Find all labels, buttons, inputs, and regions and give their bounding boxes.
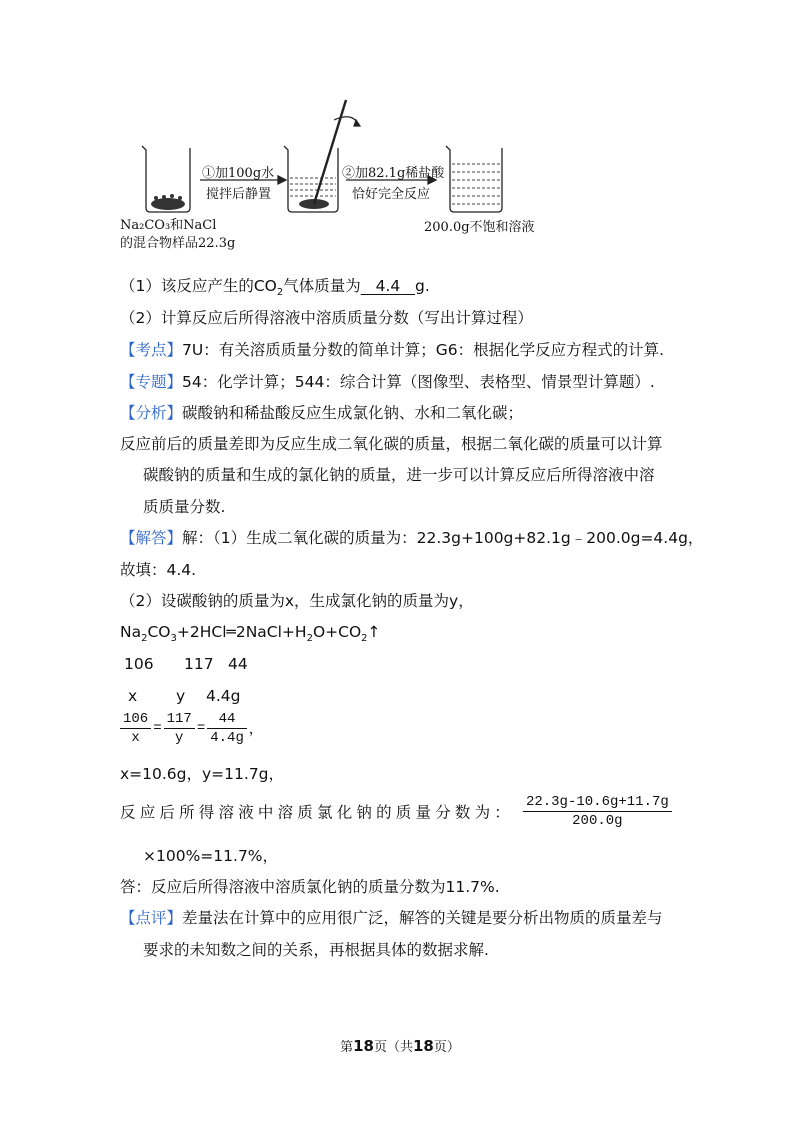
fenxi-line4: 质质量分数. [143, 498, 226, 516]
result-xy: x=10.6g，y=11.7g， [120, 765, 285, 783]
step2-bottom-label: 恰好完全反应 [352, 187, 431, 202]
question-2: （2）计算反应后所得溶液中溶质质量分数（写出计算过程） [120, 309, 533, 327]
step1-bottom-label: 搅拌后静置 [206, 187, 272, 202]
mass-fraction-line: 反应后所得溶液中溶质氯化钠的质量分数为： $\frac{22.3g-10.6g+11.7g}{200.0g}$ [120, 793, 674, 830]
sample-label-line1: Na₂CO₃和NaCl [120, 218, 217, 233]
jieda-line2: 故填：4.4. [120, 561, 197, 579]
fraction-2: $\frac{117}{y}$ [164, 710, 195, 747]
jieda-line3: （2）设碳酸钠的质量为x，生成氯化钠的质量为y， [120, 592, 474, 610]
sample-label-line2 [120, 232, 235, 251]
chemical-equation: $Na_2CO_3+2HCl═2NaCl+H_2O+CO_2↑$ [120, 623, 381, 645]
beaker-2-liquid [290, 178, 336, 196]
step2-top-label: ②加82.1g稀盐酸 [342, 166, 445, 181]
experiment-diagram [120, 98, 540, 251]
page-footer: 第18页（共18页） [340, 1037, 460, 1055]
fraction-1: $\frac{106}{x}$ [120, 710, 151, 747]
jieda-tag: 【解答】 [120, 529, 183, 547]
molar-masses: 106 117 44 [124, 655, 248, 673]
beaker-3-liquid [452, 164, 500, 204]
zhuanti: 【专题】54：化学计算；544：综合计算（图像型、表格型、情景型计算题）. [120, 373, 655, 391]
big-fraction: $\frac{22.3g-10.6g+11.7g}{200.0g}$ [523, 793, 672, 830]
beaker-3 [446, 146, 502, 212]
unknowns: x y 4.4g [128, 687, 241, 705]
stirring-rod [314, 100, 346, 204]
fraction-3: $\frac{44}{4.4g}$ [207, 710, 247, 747]
total-pages: 18 [413, 1037, 434, 1055]
result-label: 200.0g不饱和溶液 [424, 220, 535, 235]
beaker-1-solid [151, 194, 185, 210]
question-1: （1）该反应产生的$CO_2$气体质量为 4.4 g. [120, 277, 430, 299]
proportion-equation: $\frac{106}{x}$ = $\frac{117}{y}$ = $\frac{44}{4.4g}$ ， [118, 710, 263, 747]
kaodian: 【考点】7U：有关溶质质量分数的简单计算；G6：根据化学反应方程式的计算. [120, 341, 665, 359]
dianping: 【点评】差量法在计算中的应用很广泛，解答的关键是要分析出物质的质量差与 [120, 909, 663, 927]
percent-line: ×100%=11.7%， [143, 847, 279, 865]
q1-answer: 4.4 [375, 277, 401, 295]
sample-label-mass: 22.3g [198, 236, 236, 251]
fenxi-line3: 碳酸钠的质量和生成的氯化钠的质量，进一步可以计算反应后所得溶液中溶 [143, 466, 655, 484]
dianping-line2: 要求的未知数之间的关系，再根据具体的数据求解. [143, 941, 489, 959]
sample-label-prefix: 的混合物样品 [120, 236, 199, 251]
zhuanti-tag: 【专题】 [120, 373, 183, 391]
kaodian-tag: 【考点】 [120, 341, 183, 359]
jieda: 【解答】解：（1）生成二氧化碳的质量为：22.3g+100g+82.1g﹣200.0g=4.4g， [120, 529, 704, 547]
page-number: 18 [353, 1037, 374, 1055]
dianping-tag: 【点评】 [120, 909, 183, 927]
fenxi-tag: 【分析】 [120, 404, 183, 422]
fenxi: 【分析】碳酸钠和稀盐酸反应生成氯化钠、水和二氧化碳； [120, 404, 524, 422]
fenxi-line2: 反应前后的质量差即为反应生成二氧化碳的质量，根据二氧化碳的质量可以计算 [120, 435, 663, 453]
step1-top-label: ①加100g水 [202, 166, 275, 181]
final-answer: 答：反应后所得溶液中溶质氯化钠的质量分数为11.7%. [120, 878, 500, 896]
